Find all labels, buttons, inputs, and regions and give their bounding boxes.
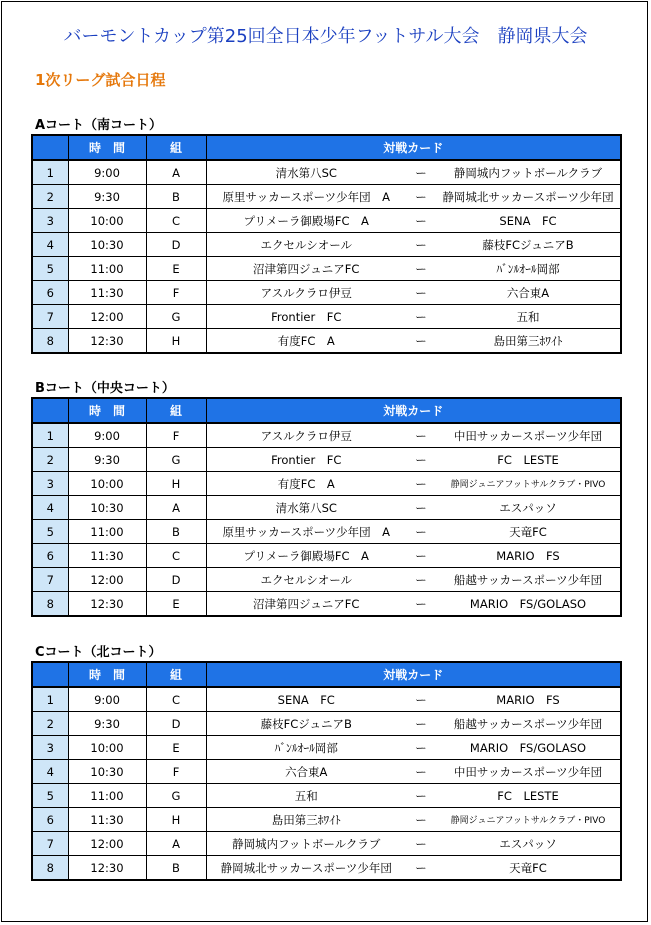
- match-group: F: [146, 423, 206, 448]
- team-1: 清水第八SC: [206, 160, 406, 185]
- team-1: 静岡城内フットボールクラブ: [206, 832, 406, 856]
- versus-dash: ー: [406, 712, 436, 736]
- table-row: [32, 856, 621, 881]
- match-group: F: [146, 281, 206, 305]
- versus-dash: ー: [406, 760, 436, 784]
- table-header-row: [32, 662, 621, 687]
- match-time: 9:30: [68, 185, 146, 209]
- table-row: [32, 592, 621, 617]
- court-c-table: [31, 661, 622, 881]
- team-1: 五和: [206, 784, 406, 808]
- header-match: 対戦カード: [206, 135, 621, 160]
- match-number: 1: [32, 160, 68, 185]
- team-1: プリメーラ御殿場FC A: [206, 209, 406, 233]
- header-time: 時 間: [68, 662, 146, 687]
- team-1: 沼津第四ジュニアFC: [206, 257, 406, 281]
- table-row: [32, 185, 621, 209]
- match-number: 6: [32, 544, 68, 568]
- versus-dash: ー: [406, 305, 436, 329]
- team-2: 静岡城北サッカースポーツ少年団: [436, 185, 621, 209]
- table-row: [32, 687, 621, 712]
- match-number: 3: [32, 472, 68, 496]
- team-1: 藤枝FCジュニアB: [206, 712, 406, 736]
- match-number: 6: [32, 281, 68, 305]
- team-1: SENA FC: [206, 687, 406, 712]
- page-title: バーモントカップ第25回全日本少年フットサル大会 静岡県大会: [63, 26, 588, 47]
- team-2: 六合東A: [436, 281, 621, 305]
- table-row: [32, 784, 621, 808]
- versus-dash: ー: [406, 832, 436, 856]
- match-time: 12:00: [68, 305, 146, 329]
- table-row: [32, 496, 621, 520]
- team-2: 五和: [436, 305, 621, 329]
- table-row: [32, 712, 621, 736]
- match-time: 9:00: [68, 160, 146, 185]
- table-row: [32, 544, 621, 568]
- match-time: 9:30: [68, 712, 146, 736]
- match-number: 5: [32, 784, 68, 808]
- versus-dash: ー: [406, 784, 436, 808]
- team-1: Frontier FC: [206, 305, 406, 329]
- table-row: [32, 209, 621, 233]
- match-time: 11:30: [68, 544, 146, 568]
- match-time: 10:00: [68, 472, 146, 496]
- match-time: 11:30: [68, 281, 146, 305]
- match-group: B: [146, 520, 206, 544]
- match-number: 2: [32, 185, 68, 209]
- page-subtitle: 1次リーグ試合日程: [35, 71, 166, 89]
- team-1: 有度FC A: [206, 329, 406, 354]
- team-2: 船越サッカースポーツ少年団: [436, 712, 621, 736]
- versus-dash: ー: [406, 856, 436, 881]
- table-row: [32, 736, 621, 760]
- team-1: 有度FC A: [206, 472, 406, 496]
- header-time: 時 間: [68, 398, 146, 423]
- header-no: [32, 662, 68, 687]
- match-time: 11:30: [68, 808, 146, 832]
- match-time: 10:30: [68, 496, 146, 520]
- team-2: MARIO FS/GOLASO: [436, 736, 621, 760]
- table-row: [32, 808, 621, 832]
- versus-dash: ー: [406, 472, 436, 496]
- table-row: [32, 257, 621, 281]
- match-group: H: [146, 329, 206, 354]
- match-group: C: [146, 209, 206, 233]
- match-group: G: [146, 448, 206, 472]
- match-number: 4: [32, 233, 68, 257]
- match-group: C: [146, 544, 206, 568]
- match-number: 5: [32, 520, 68, 544]
- table-row: [32, 160, 621, 185]
- team-2: SENA FC: [436, 209, 621, 233]
- match-number: 8: [32, 856, 68, 881]
- versus-dash: ー: [406, 592, 436, 617]
- versus-dash: ー: [406, 233, 436, 257]
- match-group: H: [146, 472, 206, 496]
- team-1: 清水第八SC: [206, 496, 406, 520]
- match-group: E: [146, 592, 206, 617]
- versus-dash: ー: [406, 160, 436, 185]
- team-2: FC LESTE: [436, 784, 621, 808]
- team-2: 静岡ジュニアフットサルクラブ・PIVO: [436, 808, 621, 832]
- match-time: 10:30: [68, 760, 146, 784]
- versus-dash: ー: [406, 281, 436, 305]
- match-number: 8: [32, 592, 68, 617]
- header-match: 対戦カード: [206, 662, 621, 687]
- team-1: 原里サッカースポーツ少年団 A: [206, 520, 406, 544]
- team-1: 原里サッカースポーツ少年団 A: [206, 185, 406, 209]
- header-group: 組: [146, 135, 206, 160]
- match-time: 11:00: [68, 257, 146, 281]
- versus-dash: ー: [406, 687, 436, 712]
- team-2: 船越サッカースポーツ少年団: [436, 568, 621, 592]
- match-group: G: [146, 784, 206, 808]
- team-2: 島田第三ﾎﾜｲﾄ: [436, 329, 621, 354]
- match-time: 10:00: [68, 736, 146, 760]
- team-2: 中田サッカースポーツ少年団: [436, 760, 621, 784]
- table-row: [32, 568, 621, 592]
- table-row: [32, 832, 621, 856]
- match-time: 10:30: [68, 233, 146, 257]
- match-time: 9:00: [68, 423, 146, 448]
- court-b-label: Bコート（中央コート）: [35, 381, 175, 396]
- team-2: 静岡城内フットボールクラブ: [436, 160, 621, 185]
- match-group: D: [146, 568, 206, 592]
- match-number: 4: [32, 760, 68, 784]
- team-2: 藤枝FCジュニアB: [436, 233, 621, 257]
- header-time: 時 間: [68, 135, 146, 160]
- table-header-row: [32, 135, 621, 160]
- table-row: [32, 760, 621, 784]
- match-time: 12:30: [68, 856, 146, 881]
- team-2: 天竜FC: [436, 520, 621, 544]
- match-number: 3: [32, 209, 68, 233]
- versus-dash: ー: [406, 209, 436, 233]
- table-row: [32, 305, 621, 329]
- versus-dash: ー: [406, 257, 436, 281]
- match-time: 12:00: [68, 832, 146, 856]
- match-group: D: [146, 712, 206, 736]
- match-group: A: [146, 832, 206, 856]
- table-row: [32, 233, 621, 257]
- court-a-label: Aコート（南コート）: [35, 118, 163, 133]
- team-1: Frontier FC: [206, 448, 406, 472]
- match-group: A: [146, 160, 206, 185]
- court-a-table: [31, 134, 622, 354]
- match-number: 1: [32, 687, 68, 712]
- match-group: F: [146, 760, 206, 784]
- table-row: [32, 423, 621, 448]
- team-1: ﾊﾞﾝﾙｵｰﾙ岡部: [206, 736, 406, 760]
- match-group: D: [146, 233, 206, 257]
- header-match: 対戦カード: [206, 398, 621, 423]
- table-row: [32, 281, 621, 305]
- match-number: 3: [32, 736, 68, 760]
- match-group: E: [146, 736, 206, 760]
- team-1: アスルクラロ伊豆: [206, 423, 406, 448]
- match-group: A: [146, 496, 206, 520]
- versus-dash: ー: [406, 544, 436, 568]
- match-number: 8: [32, 329, 68, 354]
- header-group: 組: [146, 398, 206, 423]
- match-number: 4: [32, 496, 68, 520]
- versus-dash: ー: [406, 185, 436, 209]
- team-2: 中田サッカースポーツ少年団: [436, 423, 621, 448]
- match-group: E: [146, 257, 206, 281]
- team-2: エスパッソ: [436, 832, 621, 856]
- table-row: [32, 520, 621, 544]
- match-number: 7: [32, 305, 68, 329]
- team-1: 六合東A: [206, 760, 406, 784]
- match-group: H: [146, 808, 206, 832]
- match-time: 10:00: [68, 209, 146, 233]
- match-group: G: [146, 305, 206, 329]
- table-row: [32, 472, 621, 496]
- table-row: [32, 448, 621, 472]
- versus-dash: ー: [406, 736, 436, 760]
- match-number: 6: [32, 808, 68, 832]
- team-2: ﾊﾞﾝﾙｵｰﾙ岡部: [436, 257, 621, 281]
- versus-dash: ー: [406, 448, 436, 472]
- team-2: FC LESTE: [436, 448, 621, 472]
- table-header-row: [32, 398, 621, 423]
- versus-dash: ー: [406, 568, 436, 592]
- versus-dash: ー: [406, 496, 436, 520]
- match-number: 2: [32, 448, 68, 472]
- court-c-label: Cコート（北コート）: [35, 645, 162, 660]
- match-time: 9:00: [68, 687, 146, 712]
- header-no: [32, 135, 68, 160]
- match-number: 7: [32, 568, 68, 592]
- versus-dash: ー: [406, 520, 436, 544]
- match-time: 12:00: [68, 568, 146, 592]
- match-number: 7: [32, 832, 68, 856]
- match-number: 2: [32, 712, 68, 736]
- match-group: C: [146, 687, 206, 712]
- match-time: 11:00: [68, 520, 146, 544]
- versus-dash: ー: [406, 423, 436, 448]
- versus-dash: ー: [406, 329, 436, 354]
- match-number: 5: [32, 257, 68, 281]
- match-group: B: [146, 185, 206, 209]
- match-time: 12:30: [68, 592, 146, 617]
- team-2: MARIO FS: [436, 687, 621, 712]
- header-no: [32, 398, 68, 423]
- team-1: 静岡城北サッカースポーツ少年団: [206, 856, 406, 881]
- team-1: エクセルシオール: [206, 233, 406, 257]
- match-time: 12:30: [68, 329, 146, 354]
- team-1: エクセルシオール: [206, 568, 406, 592]
- versus-dash: ー: [406, 808, 436, 832]
- team-1: プリメーラ御殿場FC A: [206, 544, 406, 568]
- match-group: B: [146, 856, 206, 881]
- court-b-table: [31, 397, 622, 617]
- match-time: 9:30: [68, 448, 146, 472]
- table-row: [32, 329, 621, 354]
- team-2: 静岡ジュニアフットサルクラブ・PIVO: [436, 472, 621, 496]
- team-2: MARIO FS/GOLASO: [436, 592, 621, 617]
- team-1: 沼津第四ジュニアFC: [206, 592, 406, 617]
- header-group: 組: [146, 662, 206, 687]
- team-2: 天竜FC: [436, 856, 621, 881]
- team-2: MARIO FS: [436, 544, 621, 568]
- team-1: 島田第三ﾎﾜｲﾄ: [206, 808, 406, 832]
- team-2: エスパッソ: [436, 496, 621, 520]
- match-number: 1: [32, 423, 68, 448]
- match-time: 11:00: [68, 784, 146, 808]
- team-1: アスルクラロ伊豆: [206, 281, 406, 305]
